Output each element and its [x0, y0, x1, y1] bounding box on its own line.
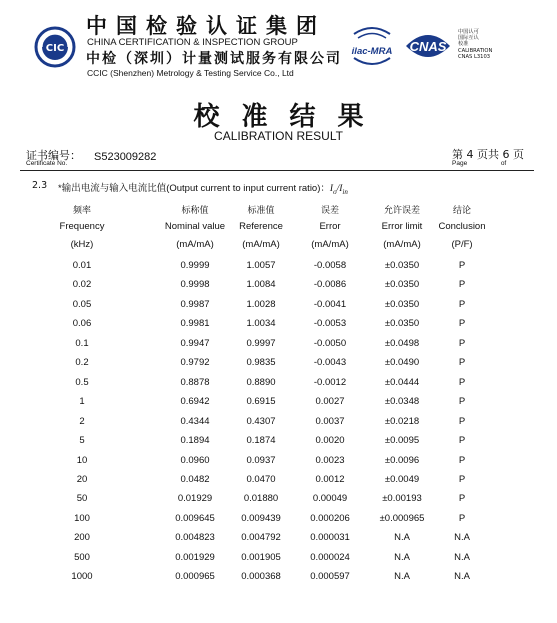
table-cell-conclusion: P [458, 493, 466, 505]
certificate-number: S523009282 [94, 151, 157, 163]
table-cell-reference: 0.9997 [246, 337, 276, 349]
header-en-conclusion: Conclusion [438, 221, 486, 232]
table-cell-reference: 0.6915 [246, 396, 276, 408]
certificate-label-en: Certificate No. [26, 160, 68, 167]
table-cell-frequency: 0.05 [72, 298, 92, 310]
table-cell-error: 0.0027 [315, 396, 345, 408]
header-cn-conclusion: 结论 [452, 206, 472, 216]
cnas-line: 中国认可 [458, 29, 479, 35]
page-suffix: 页 [513, 148, 524, 161]
company-name-cn: 中检（深圳）计量测试服务有限公司 [86, 51, 342, 67]
table-cell-reference: 0.0470 [246, 473, 276, 485]
table-cell-reference: 0.9835 [246, 357, 276, 369]
cnas-line: CALIBRATION [458, 47, 493, 54]
cnas-accreditation-text [458, 29, 492, 60]
table-cell-reference: 0.8890 [246, 376, 276, 388]
table-cell-error-limit: ±0.0348 [384, 396, 420, 408]
table-cell-nominal: 0.4344 [180, 415, 210, 427]
header-unit-frequency: (kHz) [70, 239, 94, 250]
table-cell-frequency: 1 [79, 396, 85, 408]
table-cell-nominal: 0.9792 [180, 357, 210, 369]
table-cell-nominal: 0.009645 [175, 512, 215, 524]
header-en-error: Error [319, 221, 341, 232]
cnas-line: 国际互认 [458, 35, 479, 42]
table-cell-error-limit: ±0.0444 [384, 376, 420, 388]
cic-logo [34, 26, 76, 68]
table-cell-error: 0.000206 [310, 512, 350, 524]
table-cell-frequency: 1000 [71, 571, 93, 583]
table-cell-nominal: 0.9987 [180, 298, 210, 310]
table-cell-error-limit: ±0.0498 [384, 337, 420, 349]
table-cell-reference: 0.000368 [241, 571, 281, 583]
page-label: Page [452, 160, 468, 167]
table-cell-nominal: 0.9998 [180, 279, 210, 291]
table-cell-reference: 0.004792 [241, 532, 281, 544]
table-cell-frequency: 200 [74, 532, 90, 544]
page-indicator-en [452, 160, 506, 167]
table-cell-conclusion: P [458, 298, 466, 310]
table-cell-error-limit: ±0.0096 [384, 454, 420, 466]
header-unit-error: (mA/mA) [311, 239, 349, 250]
table-cell-frequency: 0.06 [72, 318, 92, 330]
table-cell-nominal: 0.001929 [175, 551, 215, 563]
table-cell-conclusion: P [458, 260, 466, 271]
table-cell-reference: 0.01880 [243, 493, 279, 505]
table-cell-error-limit: ±0.0490 [384, 357, 420, 369]
ratio-slash: /I [336, 184, 343, 194]
table-cell-error-limit: ±0.0218 [384, 415, 420, 427]
ilac-mra-logo [348, 24, 396, 68]
table-cell-frequency: 50 [76, 493, 88, 505]
table-cell-reference: 1.0084 [246, 279, 276, 291]
table-cell-error-limit: N.A [394, 571, 410, 583]
ilac-text: ilac-MRA [351, 46, 393, 57]
divider [20, 170, 534, 171]
table-cell-error-limit: ±0.0350 [384, 318, 420, 330]
table-cell-error-limit: ±0.00193 [382, 493, 422, 505]
header-cn-reference: 标准值 [247, 206, 275, 216]
header-en-nominal: Nominal value [164, 221, 226, 232]
company-name-en: CCIC (Shenzhen) Metrology & Testing Service Co., Ltd [87, 68, 294, 78]
table-cell-error: 0.000031 [310, 532, 350, 544]
table-cell-error-limit: ±0.0350 [384, 279, 420, 291]
table-cell-conclusion: P [458, 512, 466, 524]
table-cell-conclusion: P [458, 357, 466, 369]
header-cn-error: 误差 [320, 206, 340, 216]
header-en-frequency: Frequency [59, 221, 105, 232]
ratio-sub-out: o [333, 187, 337, 196]
table-cell-conclusion: N.A [454, 571, 470, 583]
header-unit-reference: (mA/mA) [242, 239, 280, 250]
header-unit-conclusion: (P/F) [451, 239, 473, 250]
table-cell-nominal: 0.9947 [180, 337, 210, 349]
table-cell-error: -0.0053 [313, 318, 347, 330]
table-cell-conclusion: P [458, 396, 466, 408]
table-cell-nominal: 0.000965 [175, 571, 215, 583]
table-cell-nominal: 0.1894 [180, 435, 210, 447]
cnas-logo [403, 30, 453, 62]
header-en-error-limit: Error limit [381, 221, 423, 232]
org-name-cn: 中国检验认证集团 [86, 14, 326, 38]
table-cell-conclusion: P [458, 415, 466, 427]
title-en: CALIBRATION RESULT [214, 129, 343, 143]
table-cell-error: 0.00049 [312, 493, 348, 505]
table-cell-reference: 0.4307 [246, 415, 276, 427]
table-cell-error: 0.000597 [310, 571, 350, 583]
table-cell-conclusion: P [458, 435, 466, 447]
title-cn: 校准结果 [193, 102, 386, 132]
table-cell-nominal: 0.0960 [180, 454, 210, 466]
certificate-label-cn: 证书编号： [26, 149, 81, 162]
table-cell-conclusion: P [458, 473, 466, 485]
header-cn-error-limit: 允许误差 [383, 206, 421, 216]
table-cell-reference: 1.0028 [246, 298, 276, 310]
table-cell-error: 0.0020 [315, 435, 345, 447]
table-cell-frequency: 0.5 [75, 376, 89, 388]
table-cell-error-limit: N.A [394, 551, 410, 563]
page-current: 4 [466, 148, 474, 161]
table-cell-frequency: 10 [76, 454, 88, 466]
table-cell-reference: 1.0034 [246, 318, 276, 330]
cnas-text: CNAS [409, 39, 447, 54]
page-total: 6 [502, 148, 510, 161]
table-cell-error-limit: ±0.0350 [384, 298, 420, 310]
table-cell-nominal: 0.9999 [180, 260, 210, 271]
header-unit-error-limit: (mA/mA) [383, 239, 421, 250]
table-cell-reference: 0.1874 [246, 435, 276, 447]
table-cell-frequency: 100 [74, 512, 90, 524]
table-cell-error: -0.0012 [313, 376, 347, 388]
table-cell-reference: 1.0057 [246, 260, 276, 271]
table-cell-conclusion: P [458, 318, 466, 330]
cnas-line: CNAS L3103 [458, 53, 491, 60]
table-cell-conclusion: N.A [454, 532, 470, 544]
table-cell-error: 0.0023 [315, 454, 345, 466]
section-number: 2.3 [32, 180, 48, 191]
cnas-line: 校准 [458, 41, 469, 48]
table-cell-nominal: 0.0482 [180, 473, 210, 485]
table-cell-conclusion: P [458, 376, 466, 388]
table-cell-conclusion: N.A [454, 551, 470, 563]
table-cell-error-limit: ±0.000965 [379, 512, 425, 524]
table-cell-error: 0.0037 [315, 415, 345, 427]
table-cell-frequency: 5 [79, 435, 85, 447]
header-en-reference: Reference [239, 221, 283, 232]
header-cn-frequency: 频率 [72, 206, 92, 216]
table-cell-reference: 0.001905 [241, 551, 281, 563]
section-title-text: *输出电流与输入电流比值(Output current to input current ratio)： [58, 183, 330, 194]
table-cell-error-limit: ±0.0049 [384, 473, 420, 485]
ratio-symbol: I [329, 184, 334, 194]
page-prefix: 第 [452, 148, 463, 161]
table-cell-error: -0.0058 [313, 260, 347, 271]
page-middle: 页共 [477, 148, 499, 161]
table-cell-error: 0.000024 [310, 551, 350, 563]
table-cell-error: -0.0086 [313, 279, 347, 291]
table-cell-frequency: 0.2 [75, 357, 89, 369]
org-name-en: CHINA CERTIFICATION & INSPECTION GROUP [87, 37, 298, 48]
table-cell-nominal: 0.01929 [177, 493, 213, 505]
table-cell-frequency: 0.1 [75, 337, 89, 349]
table-cell-reference: 0.009439 [241, 512, 281, 524]
table-cell-conclusion: P [458, 337, 466, 349]
table-cell-frequency: 0.01 [72, 260, 92, 271]
table-cell-conclusion: P [458, 454, 466, 466]
table-cell-error: -0.0050 [313, 337, 347, 349]
table-cell-frequency: 0.02 [72, 279, 92, 291]
table-cell-frequency: 500 [74, 551, 90, 563]
table-cell-nominal: 0.004823 [175, 532, 215, 544]
table-cell-frequency: 2 [79, 415, 85, 427]
page-of-label: of [500, 160, 507, 167]
header-unit-nominal: (mA/mA) [176, 239, 214, 250]
table-cell-frequency: 20 [76, 473, 88, 485]
header-cn-nominal: 标称值 [181, 206, 209, 216]
table-cell-error: -0.0043 [313, 357, 347, 369]
section-title [58, 180, 348, 196]
logo-text: CIC [45, 43, 65, 54]
table-cell-reference: 0.0937 [246, 454, 276, 466]
table-cell-nominal: 0.8878 [180, 376, 210, 388]
ratio-sub-in: in [342, 187, 348, 196]
table-cell-conclusion: P [458, 279, 466, 291]
table-cell-error: -0.0041 [313, 298, 347, 310]
table-cell-nominal: 0.6942 [180, 396, 210, 408]
table-cell-error-limit: ±0.0095 [384, 435, 420, 447]
table-cell-nominal: 0.9981 [180, 318, 210, 330]
table-cell-error-limit: N.A [394, 532, 410, 544]
table-cell-error-limit: ±0.0350 [384, 260, 420, 271]
table-cell-error: 0.0012 [315, 473, 345, 485]
